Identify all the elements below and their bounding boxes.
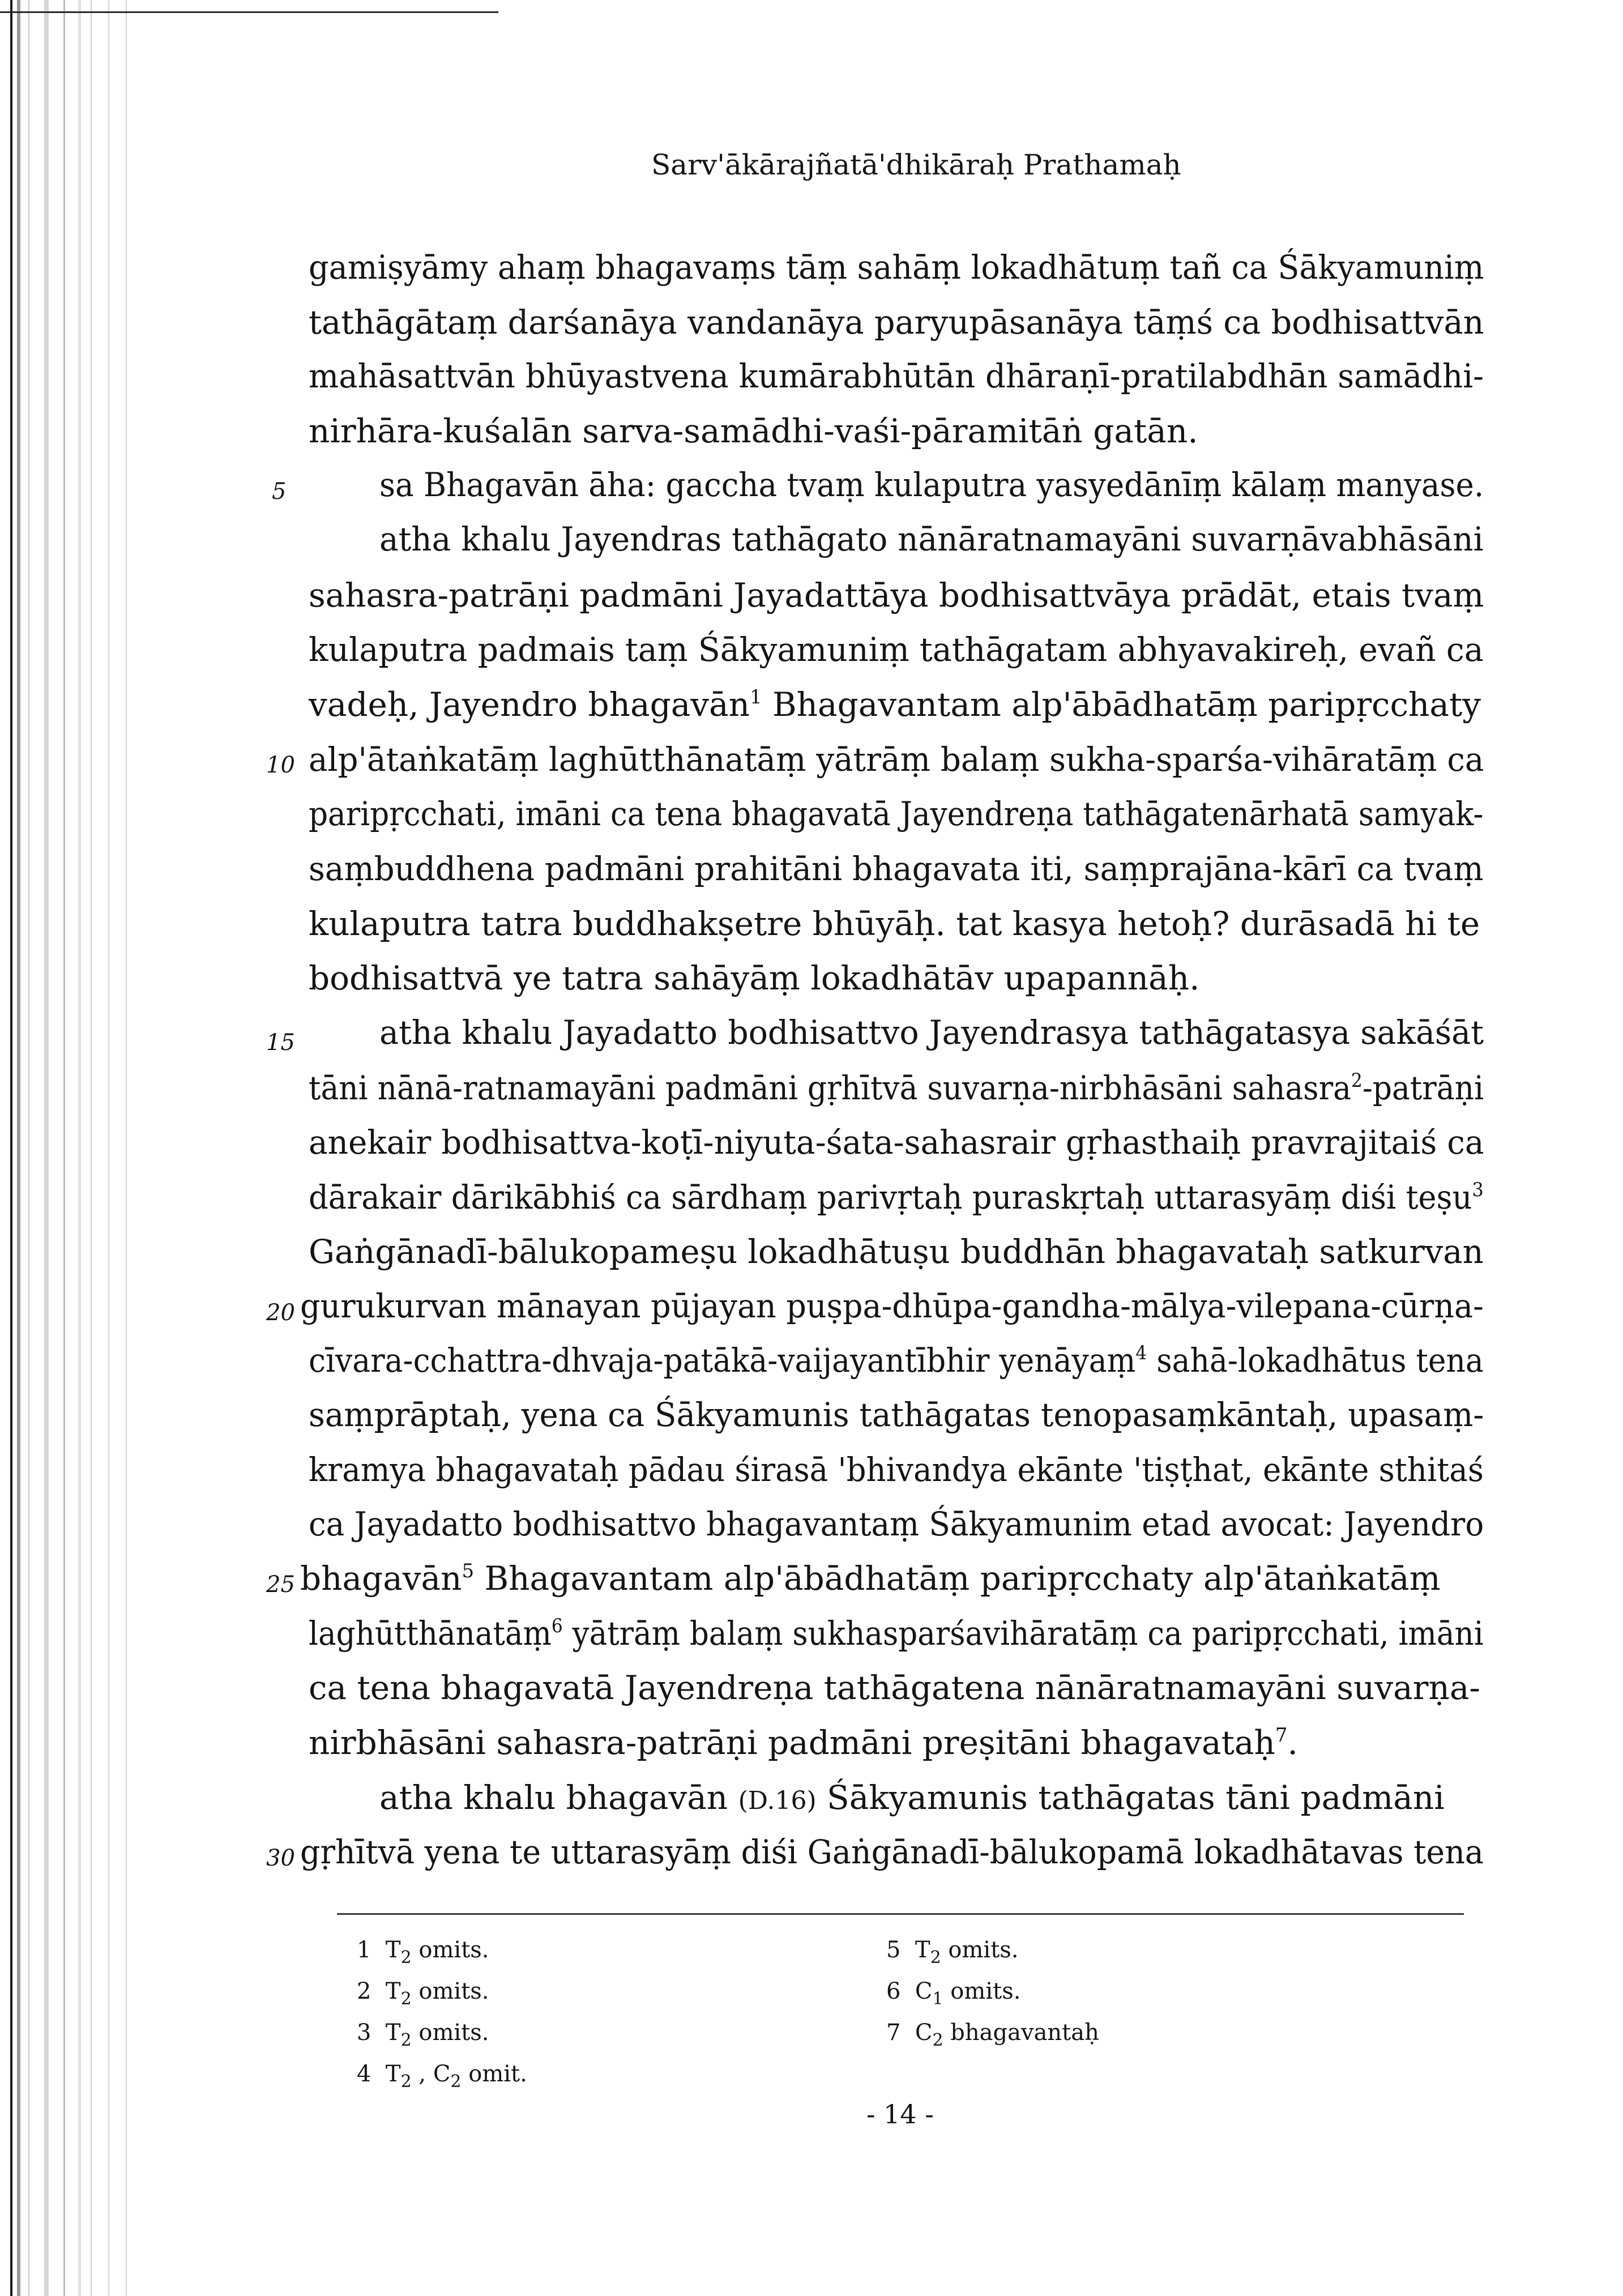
text-line: sa Bhagavān āha: gaccha tvaṃ kulaputra yasyedānīṃ kālaṃ manyase. xyxy=(379,466,1484,504)
text-span: vadeḥ, Jayendro bhagavān xyxy=(309,685,750,724)
text-span: Bhagavantam alp'ābādhatāṃ paripṛcchaty alp'ātaṅkatāṃ xyxy=(474,1559,1441,1598)
footnote-text: omits. xyxy=(943,1978,1021,2004)
footnote-text: T xyxy=(385,1937,401,1963)
text-span: Śākyamunis tathāgatas tāni padmāni xyxy=(816,1778,1445,1817)
footnote-text: C xyxy=(915,1978,933,2004)
text-span: nirbhāsāni sahasra-patrāṇi padmāni preṣitāni bhagavataḥ xyxy=(309,1723,1275,1762)
footnote-text: T xyxy=(385,2020,401,2046)
text-line: ca tena bhagavatā Jayendreṇa tathāgatena nānāratnamayāni suvarṇa- xyxy=(309,1668,1480,1707)
text-span: laghūtthānatāṃ xyxy=(309,1614,552,1653)
text-line: kramya bhagavataḥ pādau śirasā 'bhivandya ekānte 'tiṣṭhat, ekānte sthitaś xyxy=(309,1450,1484,1489)
footnote-item xyxy=(357,2020,489,2050)
text-line xyxy=(309,1178,1484,1217)
scan-binding-edge xyxy=(0,0,142,2296)
text-span: bhagavān xyxy=(300,1559,462,1598)
text-line: gamiṣyāmy ahaṃ bhagavaṃs tāṃ sahāṃ lokadhātuṃ tañ ca Śākyamuniṃ xyxy=(309,248,1484,287)
text-line: anekair bodhisattva-koṭī-niyuta-śata-sahasrair gṛhasthaiḥ pravrajitaiś ca xyxy=(309,1123,1484,1162)
footnote-number: 3 xyxy=(357,2020,371,2046)
line-number: 20 xyxy=(266,1300,295,1326)
text-span: dārakair dārikābhiś ca sārdhaṃ parivṛtaḥ puraskṛtaḥ uttarasyāṃ diśi teṣu xyxy=(309,1178,1472,1217)
text-line: nirhāra-kuśalān sarva-samādhi-vaśi-pāramitāṅ gatān. xyxy=(309,412,1198,450)
footnote-text: T xyxy=(385,1978,401,2004)
footnote-mark: 4 xyxy=(1135,1342,1147,1364)
text-line: kulaputra padmais taṃ Śākyamuniṃ tathāgatam abhyavakireḥ, evañ ca xyxy=(309,630,1484,669)
footnote-number: 5 xyxy=(886,1937,901,1963)
scan-top-edge xyxy=(0,11,498,13)
footnote-text: T xyxy=(385,2061,401,2087)
footnote-item xyxy=(886,1978,1021,2009)
text-span: Bhagavantam alp'ābādhatāṃ paripṛcchaty xyxy=(762,685,1481,724)
footnote-subscript: 2 xyxy=(400,2072,412,2092)
footnote-number: 2 xyxy=(357,1978,371,2004)
footnote-item xyxy=(357,1978,489,2009)
footnote-subscript: 2 xyxy=(400,1989,412,2009)
footnote-mark: 7 xyxy=(1275,1724,1288,1747)
footnote-mark: 6 xyxy=(551,1615,563,1637)
footnote-number: 4 xyxy=(357,2061,371,2087)
folio-reference: (D.16) xyxy=(738,1786,817,1815)
footnote-mark: 1 xyxy=(749,686,762,709)
footnote-text: T xyxy=(915,1937,930,1963)
text-span: yātrāṃ balaṃ sukhasparśavihāratāṃ ca paripṛcchati, imāni xyxy=(562,1614,1484,1653)
text-span: atha khalu bhagavān xyxy=(379,1778,728,1817)
text-line: saṃprāptaḥ, yena ca Śākyamunis tathāgatas tenopasaṃkāntaḥ, upasaṃ- xyxy=(309,1395,1484,1434)
footnote-subscript: 1 xyxy=(932,1989,943,2009)
text-line: ca Jayadatto bodhisattvo bhagavantaṃ Śākyamunim etad avocat: Jayendro xyxy=(309,1505,1484,1543)
footnote-mark: 2 xyxy=(1351,1069,1363,1092)
line-number: 30 xyxy=(266,1845,295,1871)
text-line: paripṛcchati, imāni ca tena bhagavatā Jayendreṇa tathāgatenārhatā samyak- xyxy=(309,795,1484,833)
text-span: . xyxy=(1287,1723,1298,1762)
footnote-mark: 5 xyxy=(462,1560,475,1582)
text-line xyxy=(309,1069,1484,1107)
footnote-subscript: 2 xyxy=(400,1948,412,1968)
footnote-subscript: 2 xyxy=(932,2030,943,2050)
text-line: kulaputra tatra buddhakṣetre bhūyāḥ. tat kasya hetoḥ? durāsadā hi te xyxy=(309,904,1480,943)
text-span: sahā-lokadhātus tena xyxy=(1147,1341,1484,1380)
text-line: tathāgātaṃ darśanāya vandanāya paryupāsanāya tāṃś ca bodhisattvān xyxy=(309,303,1484,342)
footnote-item xyxy=(357,2061,527,2092)
text-line: bodhisattvā ye tatra sahāyāṃ lokadhātāv upapannāḥ. xyxy=(309,959,1200,997)
footnote-text: bhagavantaḥ xyxy=(943,2020,1099,2046)
footnote-text: omits. xyxy=(411,1978,489,2004)
footnote-item xyxy=(357,1937,489,1968)
footnote-text: , C xyxy=(411,2061,451,2087)
footnote-item xyxy=(886,2020,1099,2050)
footnote-item xyxy=(886,1937,1019,1968)
text-line: gurukurvan mānayan pūjayan puṣpa-dhūpa-gandha-mālya-vilepana-cūrṇa- xyxy=(300,1287,1484,1325)
text-line xyxy=(309,1614,1484,1653)
text-line: gṛhītvā yena te uttarasyāṃ diśi Gaṅgānadī-bālukopamā lokadhātavas tena xyxy=(300,1833,1484,1871)
footnote-number: 1 xyxy=(357,1937,371,1963)
footnote-text: omit. xyxy=(461,2061,527,2087)
line-number: 5 xyxy=(272,479,287,505)
footnote-number: 7 xyxy=(886,2020,901,2046)
text-line: sahasra-patrāṇi padmāni Jayadattāya bodhisattvāya prādāt, etais tvaṃ xyxy=(309,576,1484,614)
text-line: saṃbuddhena padmāni prahitāni bhagavata iti, saṃprajāna-kārī ca tvaṃ xyxy=(309,850,1484,888)
text-span: cīvara-cchattra-dhvaja-patākā-vaijayantībhir yenāyaṃ xyxy=(309,1341,1136,1380)
line-number: 10 xyxy=(266,752,295,778)
footnote-text: omits. xyxy=(411,1937,489,1963)
footnote-text: omits. xyxy=(941,1937,1019,1963)
page-number: - 14 - xyxy=(866,2099,934,2129)
text-line xyxy=(379,1778,1445,1817)
line-number: 25 xyxy=(266,1572,295,1598)
footnote-subscript: 2 xyxy=(400,2030,412,2050)
text-line xyxy=(309,1341,1484,1380)
text-line xyxy=(309,685,1481,724)
text-span: -patrāṇi xyxy=(1362,1069,1484,1107)
text-line xyxy=(300,1559,1441,1598)
text-line: atha khalu Jayendras tathāgato nānāratnamayāni suvarṇāvabhāsāni xyxy=(379,520,1484,558)
footnote-text: omits. xyxy=(411,2020,489,2046)
footnote-text: C xyxy=(915,2020,933,2046)
text-line: atha khalu Jayadatto bodhisattvo Jayendrasya tathāgatasya sakāśāt xyxy=(379,1013,1484,1052)
footnote-mark: 3 xyxy=(1472,1179,1484,1201)
footnote-subscript: 2 xyxy=(450,2072,462,2092)
footnote-divider xyxy=(337,1913,1464,1915)
footnote-subscript: 2 xyxy=(930,1948,941,1968)
text-line: mahāsattvān bhūyastvena kumārabhūtān dhāraṇī-pratilabdhān samādhi- xyxy=(309,357,1484,395)
text-line: Gaṅgānadī-bālukopameṣu lokadhātuṣu buddhān bhagavataḥ satkurvan xyxy=(309,1232,1484,1271)
running-header: Sarv'ākārajñatā'dhikāraḥ Prathamaḥ xyxy=(651,148,1181,181)
text-span: tāni nānā-ratnamayāni padmāni gṛhītvā suvarṇa-nirbhāsāni sahasra xyxy=(309,1069,1351,1107)
footnote-number: 6 xyxy=(886,1978,901,2004)
text-line: alp'ātaṅkatāṃ laghūtthānatāṃ yātrāṃ balaṃ sukha-sparśa-vihāratāṃ ca xyxy=(309,740,1484,779)
line-number: 15 xyxy=(266,1030,295,1056)
text-line xyxy=(309,1723,1298,1762)
